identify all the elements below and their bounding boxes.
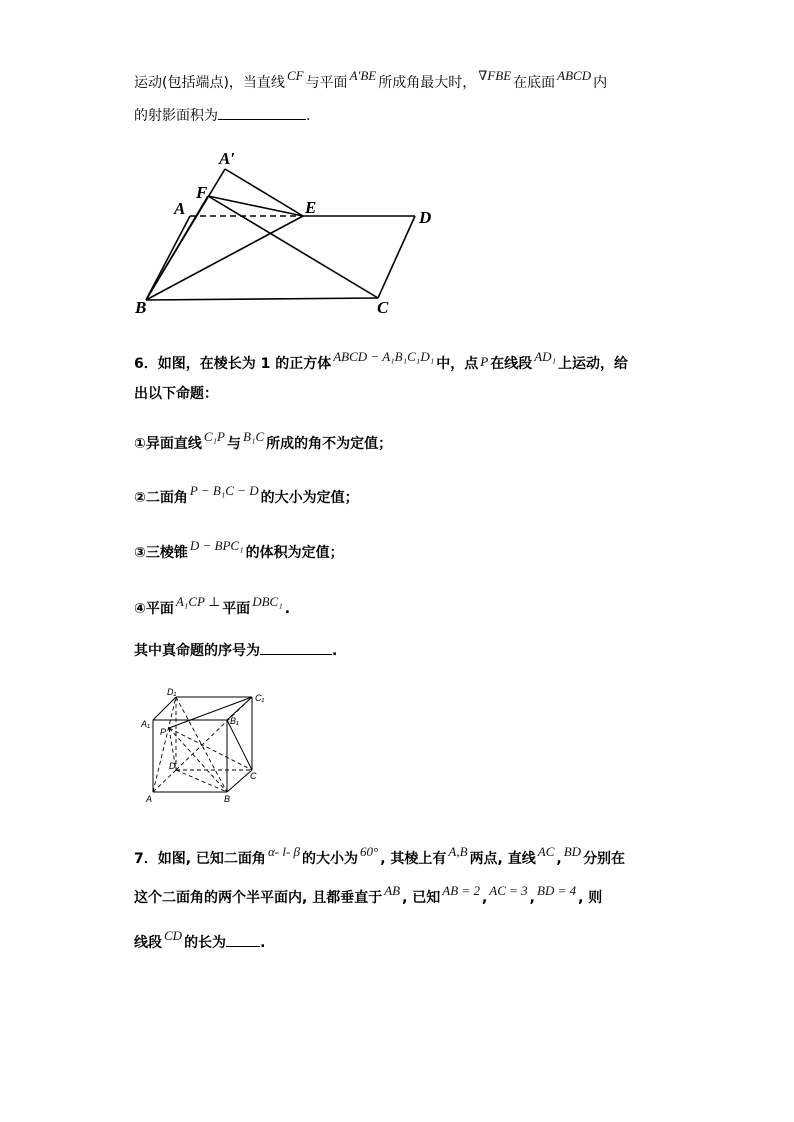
q7-line-3: [134, 928, 266, 953]
q7-text: ,: [481, 890, 488, 906]
q5-text: 内: [593, 75, 608, 91]
q5-text: 与平面: [305, 75, 348, 91]
label-b: B: [224, 794, 231, 804]
label-b1: B₁: [230, 716, 239, 726]
q6-text: 平面: [222, 601, 251, 617]
label-d: D: [419, 208, 432, 227]
math-cube: ABCD − A₁B₁C₁D₁: [333, 349, 435, 364]
q7-line-1: [134, 844, 626, 869]
q7-text: 7．如图, 已知二面角: [134, 851, 266, 867]
q6-text: 出以下命题：: [134, 386, 218, 402]
math-ad1: AD₁: [534, 349, 557, 364]
math-a1cp: A₁CP ⊥: [175, 594, 221, 609]
label-e: E: [305, 198, 317, 217]
q7-text: .: [260, 935, 266, 951]
q7-text: , 已知: [402, 890, 441, 906]
q7-text: 这个二面角的两个半平面内, 且都垂直于: [134, 890, 383, 906]
q7-text: 两点, 直线: [469, 851, 536, 867]
q6-text: ③三棱锥: [134, 545, 188, 561]
q6-text: 中，点: [436, 356, 479, 372]
q6-text: 与: [227, 436, 241, 452]
q6-text: 6．如图，在棱长为 1 的正方体: [134, 356, 332, 372]
math-ab-points: A,B: [448, 844, 468, 859]
q7-text: ,: [556, 851, 562, 867]
label-d: D: [169, 761, 176, 771]
q7-text: , 则: [578, 890, 603, 906]
math-ab-eq: AB = 2: [442, 883, 480, 898]
q6-text: .: [284, 601, 291, 617]
math-ac: AC: [537, 844, 555, 859]
q6-text: 的大小为定值；: [260, 490, 359, 506]
q7-text: 的长为: [184, 935, 227, 951]
math-pyramid: D − BPC₁: [189, 538, 244, 553]
math-dihedral: P − B₁C − D: [189, 483, 259, 498]
q7-text: 分别在: [583, 851, 626, 867]
label-p: P: [160, 727, 167, 737]
math-dihedral-angle: α- l- β: [267, 844, 301, 859]
math-ac-eq: AC = 3: [489, 883, 528, 898]
q5-text: 所成角最大时，: [378, 75, 477, 91]
q7-text: ,: [529, 890, 535, 906]
label-c: C: [377, 298, 389, 317]
label-a1: A₁: [141, 719, 150, 729]
q7-text: 的大小为: [302, 851, 359, 867]
label-d1: D₁: [167, 687, 177, 697]
q6-text: .: [332, 643, 338, 659]
math-60: 60°: [360, 844, 379, 859]
q6-text: ①异面直线: [134, 436, 202, 452]
q6-text: 所成的角不为定值；: [266, 436, 393, 452]
q6-text: ②二面角: [134, 490, 188, 506]
label-c: C: [250, 771, 257, 781]
label-f: F: [196, 183, 208, 202]
q7-line-2: [134, 883, 603, 908]
math-c1p: C₁P: [203, 429, 225, 444]
q7-text: , 其棱上有: [380, 851, 447, 867]
label-a: A: [174, 199, 186, 218]
math-p: P: [480, 354, 489, 369]
q6-text: ④平面: [134, 601, 174, 617]
label-a1: A′: [219, 149, 236, 168]
label-b: B: [135, 298, 147, 317]
math-bd: BD: [563, 844, 582, 859]
label-a: A: [146, 794, 153, 804]
math-b1c: B₁C: [243, 429, 265, 444]
q5-text: 运动(包括端点)，当直线: [134, 75, 285, 91]
math-dbc1: DBC₁: [252, 594, 283, 609]
answer-blank[interactable]: [226, 932, 260, 947]
label-c1: C₁: [255, 693, 265, 703]
math-abcd: ABCD: [557, 68, 592, 83]
q5-text: .: [306, 108, 311, 124]
q6-text: 其中真命题的序号为: [134, 643, 260, 659]
q6-text: 在线段: [490, 356, 533, 372]
q5-text: 在底面: [513, 75, 556, 91]
math-fbe: ∇FBE: [478, 68, 512, 83]
q6-text: 的体积为定值；: [245, 545, 344, 561]
q6-text: 上运动，给: [558, 356, 629, 372]
q5-text: 的射影面积为: [134, 108, 218, 124]
q7-text: 线段: [134, 935, 162, 951]
math-ab: AB: [384, 883, 401, 898]
math-bd-eq: BD = 4: [537, 883, 577, 898]
math-cd: CD: [164, 928, 183, 943]
math-abe: A′BE: [349, 68, 377, 83]
math-cf: CF: [286, 68, 304, 83]
